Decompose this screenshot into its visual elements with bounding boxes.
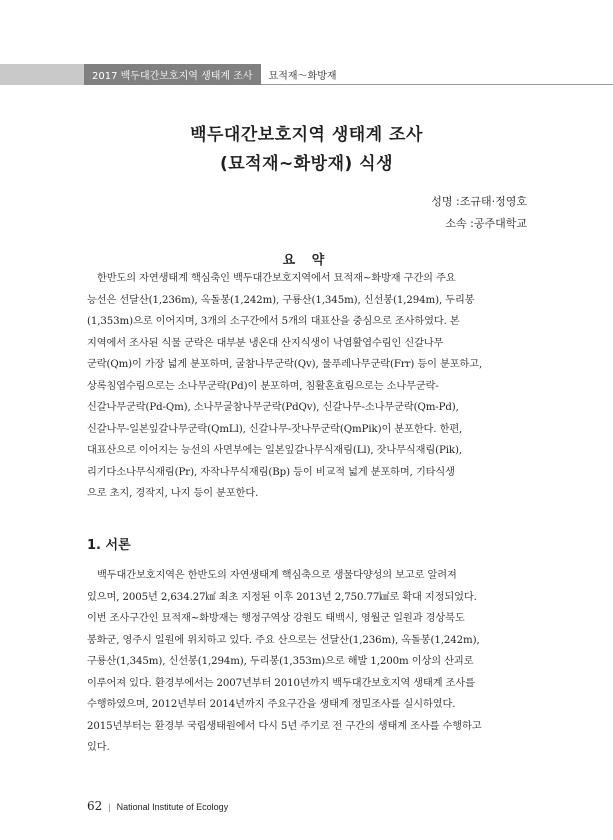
intro-line: 봉화군, 영주시 일원에 위치하고 있다. 주요 산으로는 선달산(1,236m), 옥돌봉(1,242m),: [87, 634, 480, 646]
document-title: 백두대간보호지역 생태계 조사: [190, 125, 423, 145]
header-report-tag: 2017 백두대간보호지역 생태계 조사: [84, 64, 261, 85]
abstract-line: 리기다소나무식재림(Pr), 자작나무식재림(Bp) 등이 비교적 넓게 분포하며, 기타식생: [87, 466, 455, 478]
intro-line: 수행하였으며, 2012년부터 2014년까지 주요구간을 생태계 정밀조사를 실시하였다.: [87, 699, 456, 710]
document-subtitle: (묘적재~화방재) 식생: [219, 154, 394, 174]
abstract-line: 대표산으로 이어지는 능선의 사면부에는 일본잎갈나무식재림(Ll), 잣나무식재림(Pik),: [87, 445, 462, 456]
page-number: 62: [87, 799, 103, 813]
abstract-line: 상록침엽수림으로는 소나무군락(Pd)이 분포하며, 침활혼효림으로는 소나무군락-: [87, 380, 439, 392]
abstract-line: 으로 초지, 경작지, 나지 등이 분포한다.: [87, 488, 259, 499]
footer-institute: National Institute of Ecology: [116, 802, 229, 812]
section-heading-introduction: 1. 서론: [87, 538, 131, 553]
author-names: 조규태·정영호: [459, 195, 527, 208]
abstract-line: 능선은 선달산(1,236m), 옥돌봉(1,242m), 구룡산(1,345m), 신선봉(1,294m), 두리봉: [87, 294, 475, 306]
abstract-line: (1,353m)으로 이어지며, 3개의 소구간에서 5개의 대표산을 중심으로 조사하였다. 본: [87, 316, 460, 327]
intro-line: 있다.: [87, 742, 110, 753]
header-accent-block: [0, 64, 84, 85]
abstract-line: 신갈나무군락(Pd-Qm), 소나무굴참나무군락(PdQv), 신갈나무-소나무군락(Qm-Pd),: [87, 402, 459, 413]
abstract-body: [87, 268, 527, 505]
abstract-line: 지역에서 조사된 식물 군락은 대부분 냉온대 산지식생이 낙엽활엽수림인 신갈나무: [87, 337, 444, 349]
affiliation-line: [445, 215, 527, 231]
affiliation-name: 공주대학교: [473, 217, 527, 230]
abstract-heading: 요 약: [282, 253, 331, 268]
intro-line: 구룡산(1,345m), 신선봉(1,294m), 두리봉(1,353m)으로 해발 1,200m 이상의 산괴로: [87, 656, 474, 667]
abstract-line: 신갈나무-일본잎갈나무군락(QmLl), 신갈나무-잣나무군락(QmPik)이 분포한다. 한편,: [87, 423, 463, 435]
intro-line: 백두대간보호지역은 한반도의 자연생태계 핵심축으로 생물다양성의 보고로 알려져: [97, 570, 457, 581]
footer-separator: |: [108, 802, 111, 812]
header-section-subtitle: 묘적재～화방재: [261, 64, 613, 85]
page-footer: [87, 799, 228, 813]
intro-line: 이루어져 있다. 환경부에서는 2007년부터 2010년까지 백두대간보호지역 생태계 조사를: [87, 677, 475, 689]
affiliation-label: 소속 :: [445, 217, 474, 230]
introduction-body: [87, 565, 527, 759]
author-line: [431, 193, 527, 209]
intro-line: 2015년부터는 환경부 국립생태원에서 다시 5년 주기로 전 구간의 생태계 조사를 수행하고: [87, 720, 482, 732]
running-header: [0, 64, 613, 85]
abstract-line: 군락(Qm)이 가장 넓게 분포하며, 굴참나무군락(Qv), 물푸레나무군락(Frr) 등이 분포하고,: [87, 359, 483, 370]
abstract-line: 한반도의 자연생태계 핵심축인 백두대간보호지역에서 묘적재~화방재 구간의 주요: [97, 273, 456, 284]
intro-line: 이번 조사구간인 묘적재~화방재는 행정구역상 강원도 태백시, 영월군 일원과 경상북도: [87, 613, 465, 624]
intro-line: 있으며, 2005년 2,634.27㎢ 최초 지정된 이후 2013년 2,750.77㎢로 확대 지정되었다.: [87, 591, 477, 603]
author-name-label: 성명 :: [431, 195, 460, 208]
